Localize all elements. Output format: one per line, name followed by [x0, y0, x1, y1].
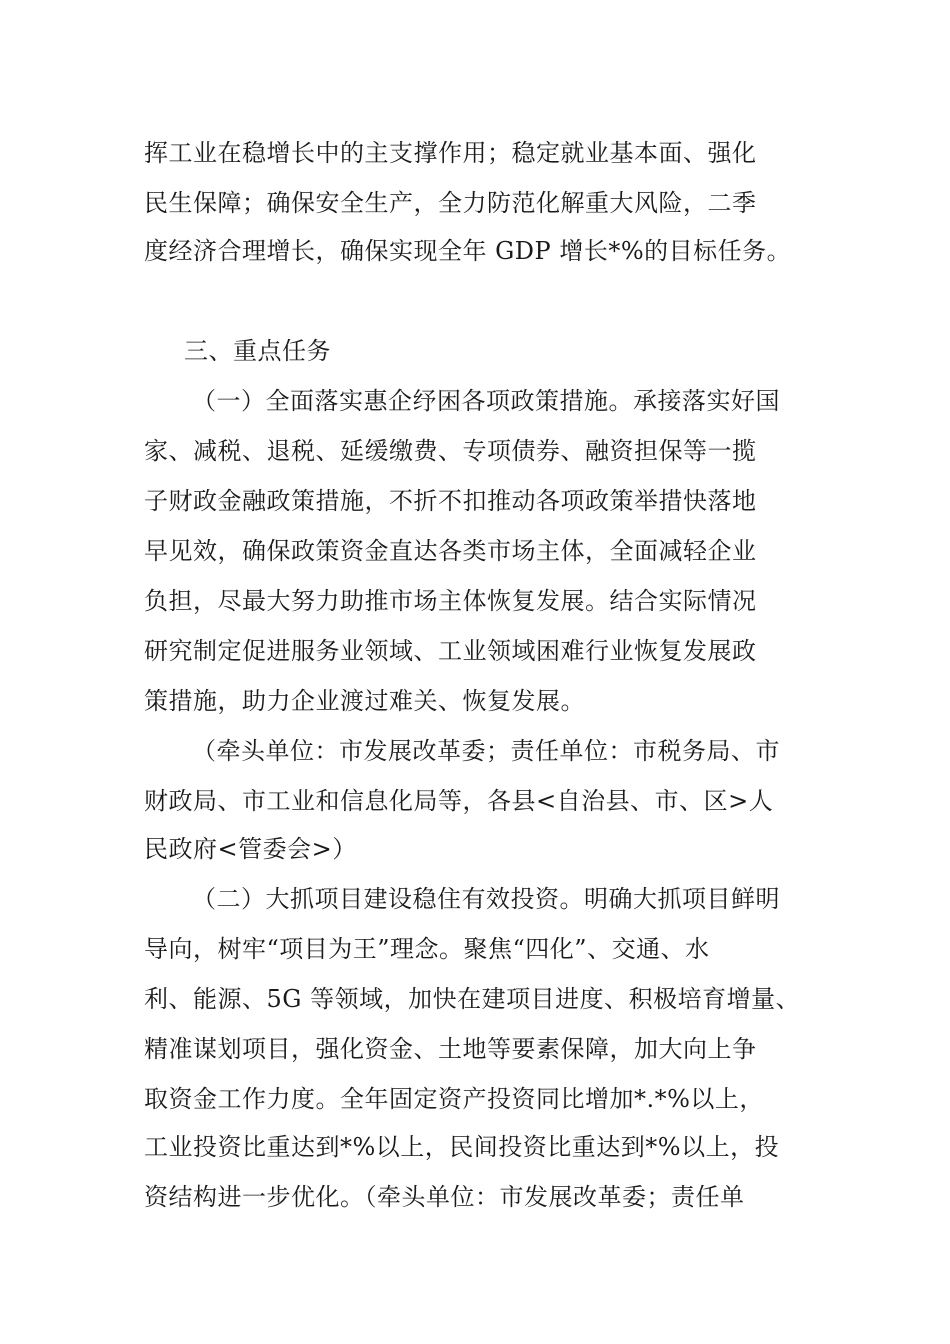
- task2-line-2: 导向，树牢“项目为王”理念。聚焦“四化”、交通、水: [144, 935, 710, 963]
- task1-responsibility-line-1: （牵头单位：市发展改革委；责任单位：市税务局、市: [192, 737, 780, 765]
- task2-line-5: 取资金工作力度。全年固定资产投资同比增加*.*%以上，: [144, 1085, 764, 1113]
- task1-line-5: 负担，尽最大努力助推市场主体恢复发展。结合实际情况: [144, 587, 757, 615]
- intro-line-2: 民生保障；确保安全生产，全力防范化解重大风险，二季: [144, 189, 757, 217]
- task1-line-2: 家、减税、退税、延缓缴费、专项债券、融资担保等一揽: [144, 437, 757, 465]
- intro-line-1: 挥工业在稳增长中的主支撑作用；稳定就业基本面、强化: [144, 139, 757, 167]
- task2-line-6: 工业投资比重达到*%以上，民间投资比重达到*%以上，投: [144, 1133, 780, 1161]
- task2-line-4: 精准谋划项目，强化资金、土地等要素保障，加大向上争: [144, 1035, 757, 1063]
- task1-responsibility-line-2: 财政局、市工业和信息化局等，各县<自治县、市、区>人: [144, 787, 774, 815]
- intro-line-3: 度经济合理增长，确保实现全年 GDP 增长*%的目标任务。: [144, 237, 792, 265]
- task1-line-1: （一）全面落实惠企纾困各项政策措施。承接落实好国: [192, 387, 780, 415]
- task1-line-3: 子财政金融政策措施，不折不扣推动各项政策举措快落地: [144, 487, 757, 515]
- task1-responsibility-line-3: 民政府<管委会>）: [144, 835, 357, 863]
- task1-line-4: 早见效，确保政策资金直达各类市场主体，全面减轻企业: [144, 537, 757, 565]
- task2-line-7: 资结构进一步优化。（牵头单位：市发展改革委；责任单: [144, 1183, 745, 1211]
- task2-line-1: （二）大抓项目建设稳住有效投资。明确大抓项目鲜明: [192, 885, 780, 913]
- task2-line-3: 利、能源、5G 等领域，加快在建项目进度、积极培育增量、: [144, 985, 801, 1013]
- section-heading: 三、重点任务: [184, 337, 331, 365]
- task1-line-7: 策措施，助力企业渡过难关、恢复发展。: [144, 687, 585, 715]
- task1-line-6: 研究制定促进服务业领域、工业领域困难行业恢复发展政: [144, 637, 757, 665]
